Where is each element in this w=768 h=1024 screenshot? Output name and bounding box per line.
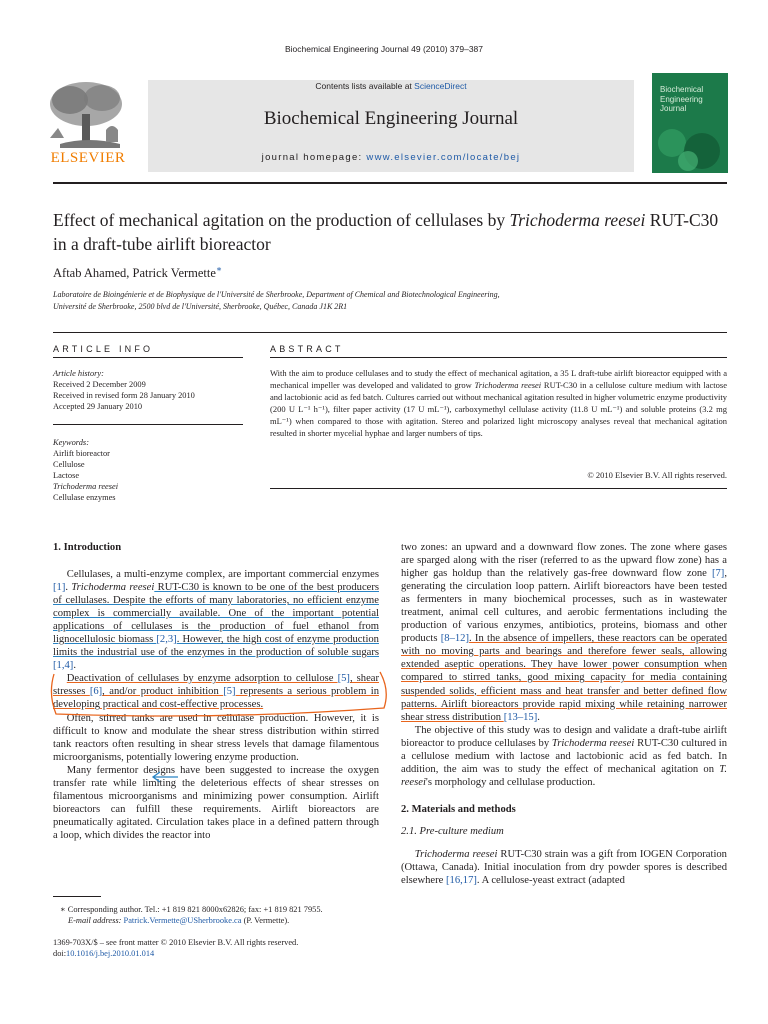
keyword-item: Lactose [53, 471, 80, 480]
intro-text: Cellulases, a multi-enzyme complex, are important commercial enzymes [66, 569, 379, 580]
elsevier-wordmark: ELSEVIER [50, 150, 126, 166]
cover-title: Biochemical Engineering Journal [660, 85, 704, 113]
author-names: Aftab Ahamed, Patrick Vermette [53, 266, 216, 281]
doi-label: doi: [53, 949, 67, 958]
abstract-text [270, 367, 727, 440]
keyword-item: Cellulase enzymes [53, 493, 116, 502]
journal-name: Biochemical Engineering Journal [263, 108, 519, 129]
body-species: T. reesei [401, 763, 727, 788]
article-title [53, 208, 733, 256]
right-paragraph-1 [401, 541, 727, 724]
elsevier-logo [40, 78, 136, 166]
body-species: Trichoderma reesei [551, 737, 635, 749]
front-matter [53, 937, 393, 959]
running-head: Biochemical Engineering Journal 49 (2010) 379–387 [285, 44, 483, 54]
citation-link[interactable]: [5] [223, 686, 236, 698]
contents-line [148, 81, 634, 91]
intro-heading: 1. Introduction [53, 542, 122, 553]
email-link[interactable]: Patrick.Vermette@USherbrooke.ca [123, 916, 242, 925]
body-text: . [537, 711, 540, 723]
body-text: 's morphology and cellulase production. [425, 776, 596, 788]
keyword-item: Airlift bioreactor [53, 449, 110, 458]
annotation-bracket-icon [44, 668, 394, 720]
authors [53, 264, 222, 281]
history-accepted: Accepted 29 January 2010 [53, 402, 143, 411]
title-text-1: Effect of mechanical agitation on the production of cellulases by [53, 210, 510, 230]
right-column [401, 541, 727, 887]
email-label: E-mail address: [68, 916, 124, 925]
footnote-rule [53, 896, 101, 897]
preculture-heading: 2.1. Pre-culture medium [401, 825, 504, 837]
intro-text: . [73, 660, 76, 672]
article-history [53, 368, 253, 412]
journal-cover [652, 73, 728, 173]
intro-species: Trichoderma reesei [71, 582, 155, 594]
affiliation-line-2: Université de Sherbrooke, 2500 blvd de l'Université, Sherbrooke, Québec, Canada J1K 2R1 [53, 302, 348, 311]
body-text: RUT-C30 strain was a gift from IOGEN Corporation (Ottawa, Canada). Initial inoculation from dry powder spores is described elsewhere [401, 848, 727, 887]
abstract-part-1: With the aim to produce cellulases and to study the effect of mechanical agitation, a 35 L draft-tube airlift bioreactor equipped with a mechanical impeller was developed and validated to grow [270, 368, 727, 391]
body-species: Trichoderma reesei [414, 848, 498, 860]
title-text-2: RUT-C30 in a draft-tube airlift bioreactor [53, 210, 719, 254]
history-revised: Received in revised form 28 January 2010 [53, 391, 195, 400]
info-rule [53, 332, 727, 333]
annotation-arrow-icon [150, 770, 180, 784]
keywords-rule [53, 424, 243, 425]
email-suffix: (P. Vermette). [241, 916, 290, 925]
homepage-label: journal homepage: [261, 152, 367, 163]
keyword-item: Cellulose [53, 460, 85, 469]
body-text-highlighted: . In the absence of impellers, these reactors can be operated with no moving parts and bearings and therefore fewer seals, allowing extended aseptic operations. They have lower power consumption when compared to stirred tanks, good mixing capacity for media containing suspended solids, efficient mass and heat transfer and better defined flow patterns. Airlift bioreactors provide rapid mixing while retaining narrower shear stress distribution [401, 633, 728, 723]
intro-paragraph-1 [53, 568, 379, 672]
abstract-header: ABSTRACT [270, 344, 344, 354]
keywords [53, 437, 253, 503]
body-text: . A cellulose-yeast extract (adapted [476, 875, 625, 887]
keyword-item: Trichoderma reesei [53, 482, 119, 491]
citation-link[interactable]: [13–15] [503, 711, 538, 723]
corresponding-mark[interactable]: ∗ [215, 264, 223, 274]
contents-prefix: Contents lists available at [315, 81, 415, 91]
right-paragraph-3 [401, 848, 727, 887]
cover-pattern-icon [652, 121, 728, 173]
intro-paragraph-4: Many fermentor designs have been suggested to increase the oxygen transfer rate while limiting the deleterious effects of shear stresses on filamentous microorganisms and minimizing power consumption. Airlift bioreactors can fulfill these requirements. Airlift bioreactors are pneumatically agitated. Circulation takes place in a defined pattern through a loop, which divides the reactor into [53, 764, 379, 841]
keywords-label: Keywords: [53, 438, 89, 447]
intro-text-highlighted: , and/or product inhibition [102, 686, 224, 698]
footnotes [60, 904, 390, 926]
intro-text-highlighted: RUT-C30 is known to be one of the best producers of cellulases. Despite the efforts of many laboratories, no efficient enzyme complex is commercially available. One of the important potential applications of cellulases is the production of fuel ethanol from lignocellulosic biomass [53, 582, 379, 646]
intro-text: . [65, 582, 72, 594]
body-text: two zones: an upward and a downward flow zones. The zone where gases are sparged along with the riser (referred to as the upward flow zone) has a higher gas holdup than the relatively gas-free downward flow zone [401, 542, 727, 580]
body-text: , generating the circulation loop pattern. Airlift bioreactors have been tested as fermenters in many biochemical processes, such as in wastewater treatment, animal cell cultures, and aerobic fermentations including the production of various enzymes, antibiotics, proteins, biomass and other products [401, 568, 727, 645]
article-info-header: ARTICLE INFO [53, 344, 154, 354]
body-text: RUT-C30 cultured in a cellulose medium with lactose and lactobionic acid as fed batch. In addition, the aim was to study the effect of mechanical agitation on [401, 737, 727, 775]
corresponding-footnote: ∗ Corresponding author. Tel.: +1 819 821 8000x62826; fax: +1 819 821 7955. [60, 905, 323, 914]
abstract-bottom-rule [270, 488, 727, 489]
intro-paragraph-3: Often, stirred tanks are used in cellulase production. However, it is difficult to know and modulate the shear stress distribution within stirred tank reactors often resulting in shear stress levels that damage filamentous microorganisms, potentially lowering enzyme production. [53, 712, 379, 763]
abstract-rule [270, 357, 727, 358]
citation-link[interactable]: [16,17] [446, 875, 477, 887]
citation-link[interactable]: [7] [711, 568, 725, 580]
header-rule [53, 182, 727, 184]
methods-heading: 2. Materials and methods [401, 803, 516, 815]
citation-link[interactable]: [5] [337, 673, 350, 685]
right-paragraph-2 [401, 724, 727, 789]
citation-link[interactable]: [1] [53, 582, 66, 594]
elsevier-tree-icon [40, 78, 136, 150]
sciencedirect-link[interactable]: ScienceDirect [414, 81, 467, 91]
journal-homepage [148, 152, 634, 163]
copyright: © 2010 Elsevier B.V. All rights reserved. [587, 470, 727, 480]
intro-text-highlighted: represents a serious problem in developing practical and cost-effective processes. [53, 686, 379, 711]
homepage-link[interactable]: www.elsevier.com/locate/bej [366, 152, 521, 163]
citation-link[interactable]: [8–12] [440, 633, 470, 645]
title-species: Trichoderma reesei [509, 210, 646, 230]
abstract-part-2: RUT-C30 in a cellulose culture medium with lactose and lactobionic acid as fed batch. Cultures carried out without mechanical agitation resulted in higher volumetric enzyme productivity (200 U L⁻¹ h⁻¹), filter paper activity (17 U mL⁻¹), carboxymethyl cellulase activity (11.8 U mL⁻¹) and soluble proteins (3.2 mg mL⁻¹) when compared to those with agitation. Stereo and polarized light microscopy analyses reveal that mechanical agitation resulted in shorter mycelial hyphae and larger numbers of tips. [270, 380, 727, 439]
intro-text-highlighted: Deactivation of cellulases by enzyme adsorption to cellulose [66, 673, 338, 685]
body-text: The objective of this study was to design and validate a draft-tube airlift bioreactor to produce cellulases by [401, 724, 727, 749]
abstract-species: Trichoderma reesei [474, 380, 542, 391]
citation-link[interactable]: [2,3] [156, 634, 177, 646]
article-info-rule [53, 357, 243, 358]
doi-link[interactable]: 10.1016/j.bej.2010.01.014 [66, 949, 155, 958]
affiliation [53, 289, 733, 313]
issn-line: 1369-703X/$ – see front matter © 2010 Elsevier B.V. All rights reserved. [53, 938, 299, 947]
history-received: Received 2 December 2009 [53, 380, 146, 389]
intro-text-highlighted: , shear stresses [53, 673, 380, 698]
affiliation-line-1: Laboratoire de Bioingénierie et de Biophysique de l'Université de Sherbrooke, Department of Chemical and Biotechnological Engineering, [53, 290, 500, 299]
intro-text-highlighted: . However, the high cost of enzyme production limits the industrial use of the enzymes in the production of soluble sugars [53, 634, 379, 659]
history-label: Article history: [53, 369, 104, 378]
citation-link[interactable]: [6] [89, 686, 103, 698]
citation-link[interactable]: [1,4] [53, 660, 74, 672]
